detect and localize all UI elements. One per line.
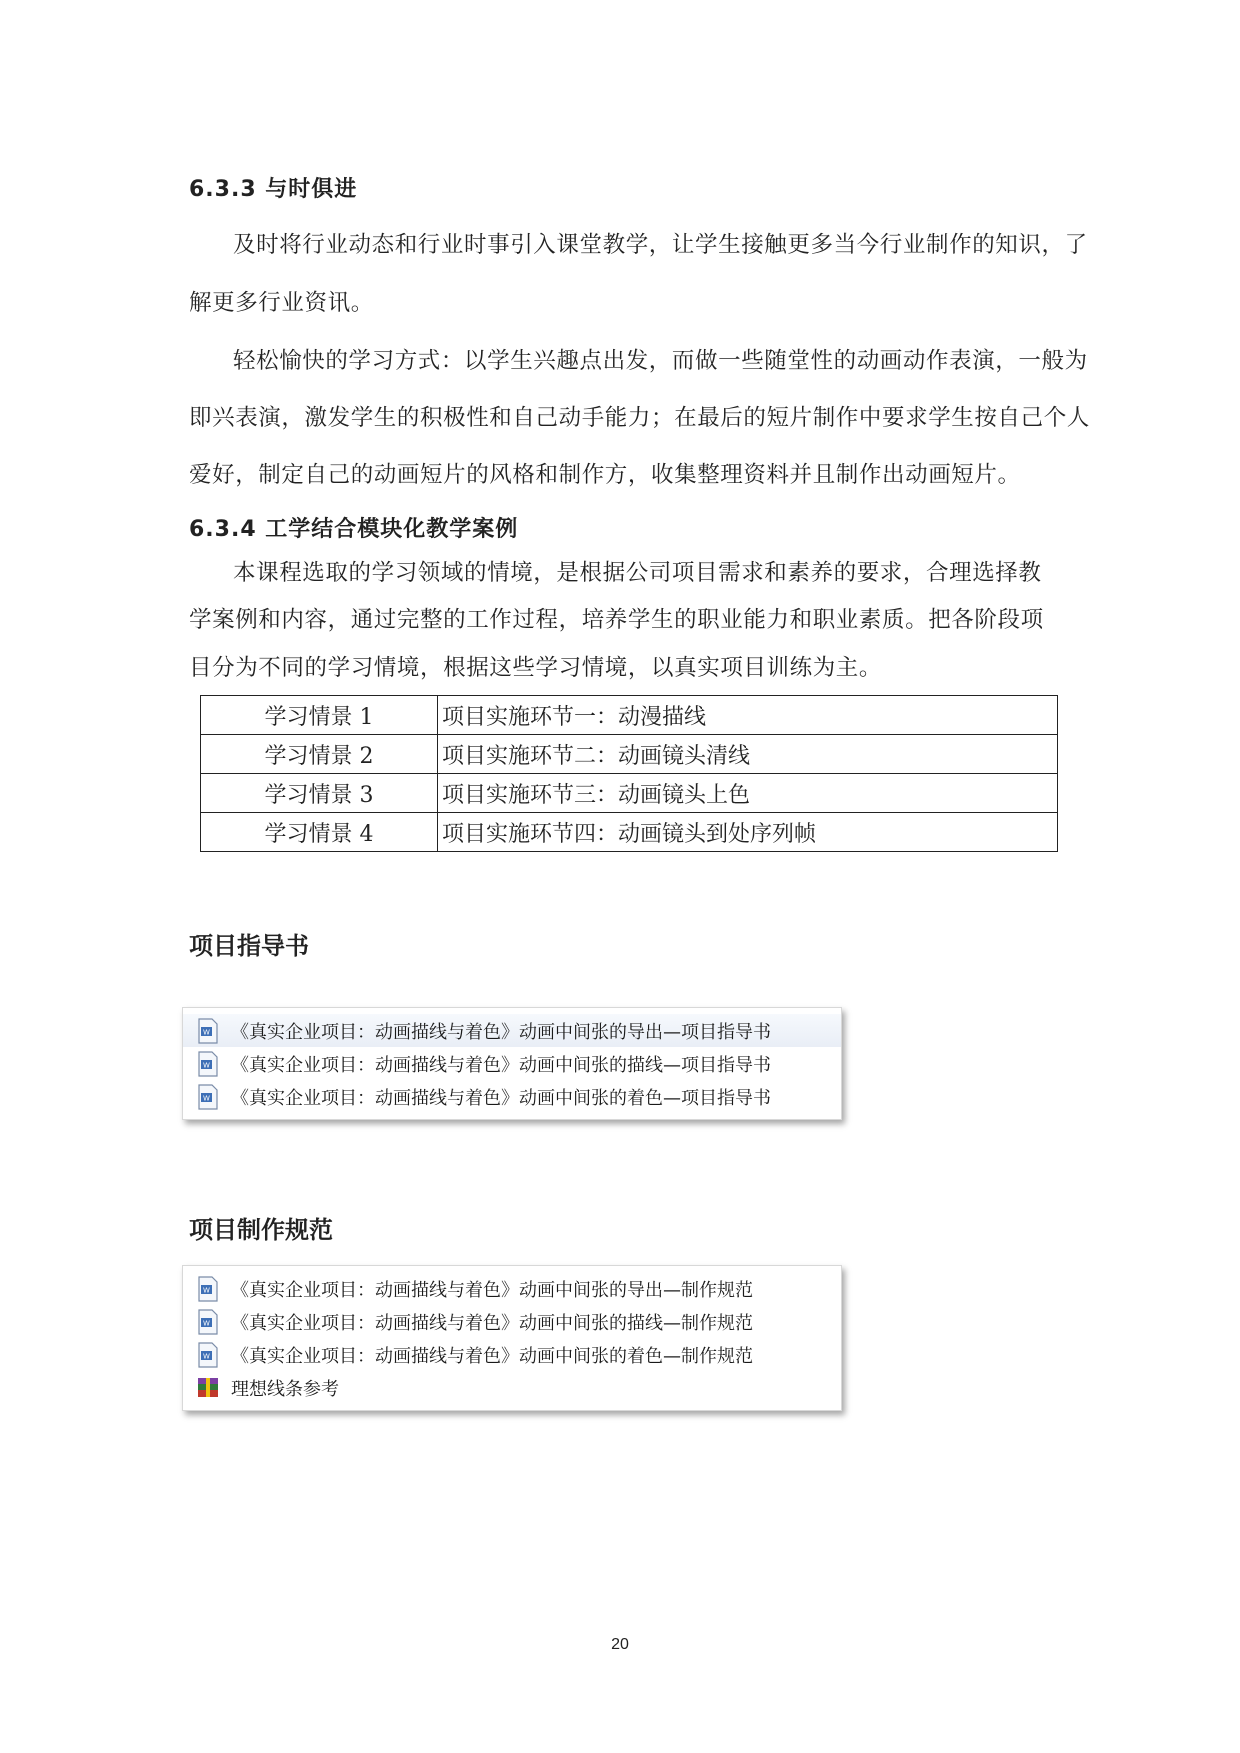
file-item[interactable]: [183, 1272, 841, 1305]
paragraph-line: 及时将行业动态和行业时事引入课堂教学，让学生接触更多当今行业制作的知识，了: [233, 232, 1088, 258]
step-cell: 项目实施环节二：动画镜头清线: [438, 735, 1058, 774]
file-name: 《真实企业项目：动画描线与着色》动画中间张的导出—制作规范: [231, 1279, 753, 1301]
table-row: [201, 696, 1058, 735]
file-name: 理想线条参考: [231, 1378, 339, 1400]
section-heading-6-3-3: 6.3.3 与时俱进: [189, 177, 358, 202]
table-row: [201, 813, 1058, 852]
word-doc-icon: [197, 1051, 219, 1077]
svg-text:W: W: [203, 1061, 210, 1069]
rar-archive-icon: [197, 1375, 219, 1401]
word-doc-icon: [197, 1342, 219, 1368]
paragraph-line: 学案例和内容，通过完整的工作过程，培养学生的职业能力和职业素质。把各阶段项: [189, 607, 1044, 633]
word-doc-icon: [197, 1309, 219, 1335]
file-item[interactable]: [183, 1338, 841, 1371]
file-name: 《真实企业项目：动画描线与着色》动画中间张的导出—项目指导书: [231, 1021, 771, 1043]
spec-file-list: [182, 1265, 842, 1411]
paragraph-line: 本课程选取的学习领域的情境，是根据公司项目需求和素养的要求，合理选择教: [233, 560, 1042, 586]
file-name: 《真实企业项目：动画描线与着色》动画中间张的描线—项目指导书: [231, 1054, 771, 1076]
file-item[interactable]: [183, 1080, 841, 1113]
scene-cell: 学习情景 3: [201, 774, 438, 813]
scene-cell: 学习情景 1: [201, 696, 438, 735]
svg-text:W: W: [203, 1319, 210, 1327]
step-cell: 项目实施环节一：动漫描线: [438, 696, 1058, 735]
word-doc-icon: [197, 1018, 219, 1044]
step-cell: 项目实施环节三：动画镜头上色: [438, 774, 1058, 813]
svg-text:W: W: [203, 1286, 210, 1294]
word-doc-icon: [197, 1276, 219, 1302]
scene-cell: 学习情景 2: [201, 735, 438, 774]
table-row: [201, 735, 1058, 774]
paragraph-line: 即兴表演，激发学生的积极性和自己动手能力；在最后的短片制作中要求学生按自己个人: [189, 405, 1090, 431]
production-spec-heading: 项目制作规范: [189, 1216, 333, 1244]
page-number: 20: [611, 1636, 629, 1653]
learning-scenarios-table: [200, 695, 1058, 852]
file-item[interactable]: [183, 1014, 841, 1047]
paragraph-line: 解更多行业资讯。: [189, 290, 374, 316]
step-cell: 项目实施环节四：动画镜头到处序列帧: [438, 813, 1058, 852]
section-heading-6-3-4: 6.3.4 工学结合模块化教学案例: [189, 517, 519, 542]
word-doc-icon: [197, 1084, 219, 1110]
file-name: 《真实企业项目：动画描线与着色》动画中间张的描线—制作规范: [231, 1312, 753, 1334]
file-name: 《真实企业项目：动画描线与着色》动画中间张的着色—制作规范: [231, 1345, 753, 1367]
paragraph-line: 目分为不同的学习情境，根据这些学习情境，以真实项目训练为主。: [189, 655, 883, 681]
table-row: [201, 774, 1058, 813]
svg-text:W: W: [203, 1094, 210, 1102]
project-guide-heading: 项目指导书: [189, 932, 309, 960]
guide-file-list: [182, 1007, 842, 1120]
file-item[interactable]: [183, 1305, 841, 1338]
file-item[interactable]: [183, 1371, 841, 1404]
svg-text:W: W: [203, 1028, 210, 1036]
paragraph-line: 爱好，制定自己的动画短片的风格和制作方，收集整理资料并且制作出动画短片。: [189, 462, 1021, 488]
scene-cell: 学习情景 4: [201, 813, 438, 852]
svg-text:W: W: [203, 1352, 210, 1360]
file-name: 《真实企业项目：动画描线与着色》动画中间张的着色—项目指导书: [231, 1087, 771, 1109]
file-item[interactable]: [183, 1047, 841, 1080]
paragraph-line: 轻松愉快的学习方式：以学生兴趣点出发，而做一些随堂性的动画动作表演，一般为: [233, 348, 1088, 374]
